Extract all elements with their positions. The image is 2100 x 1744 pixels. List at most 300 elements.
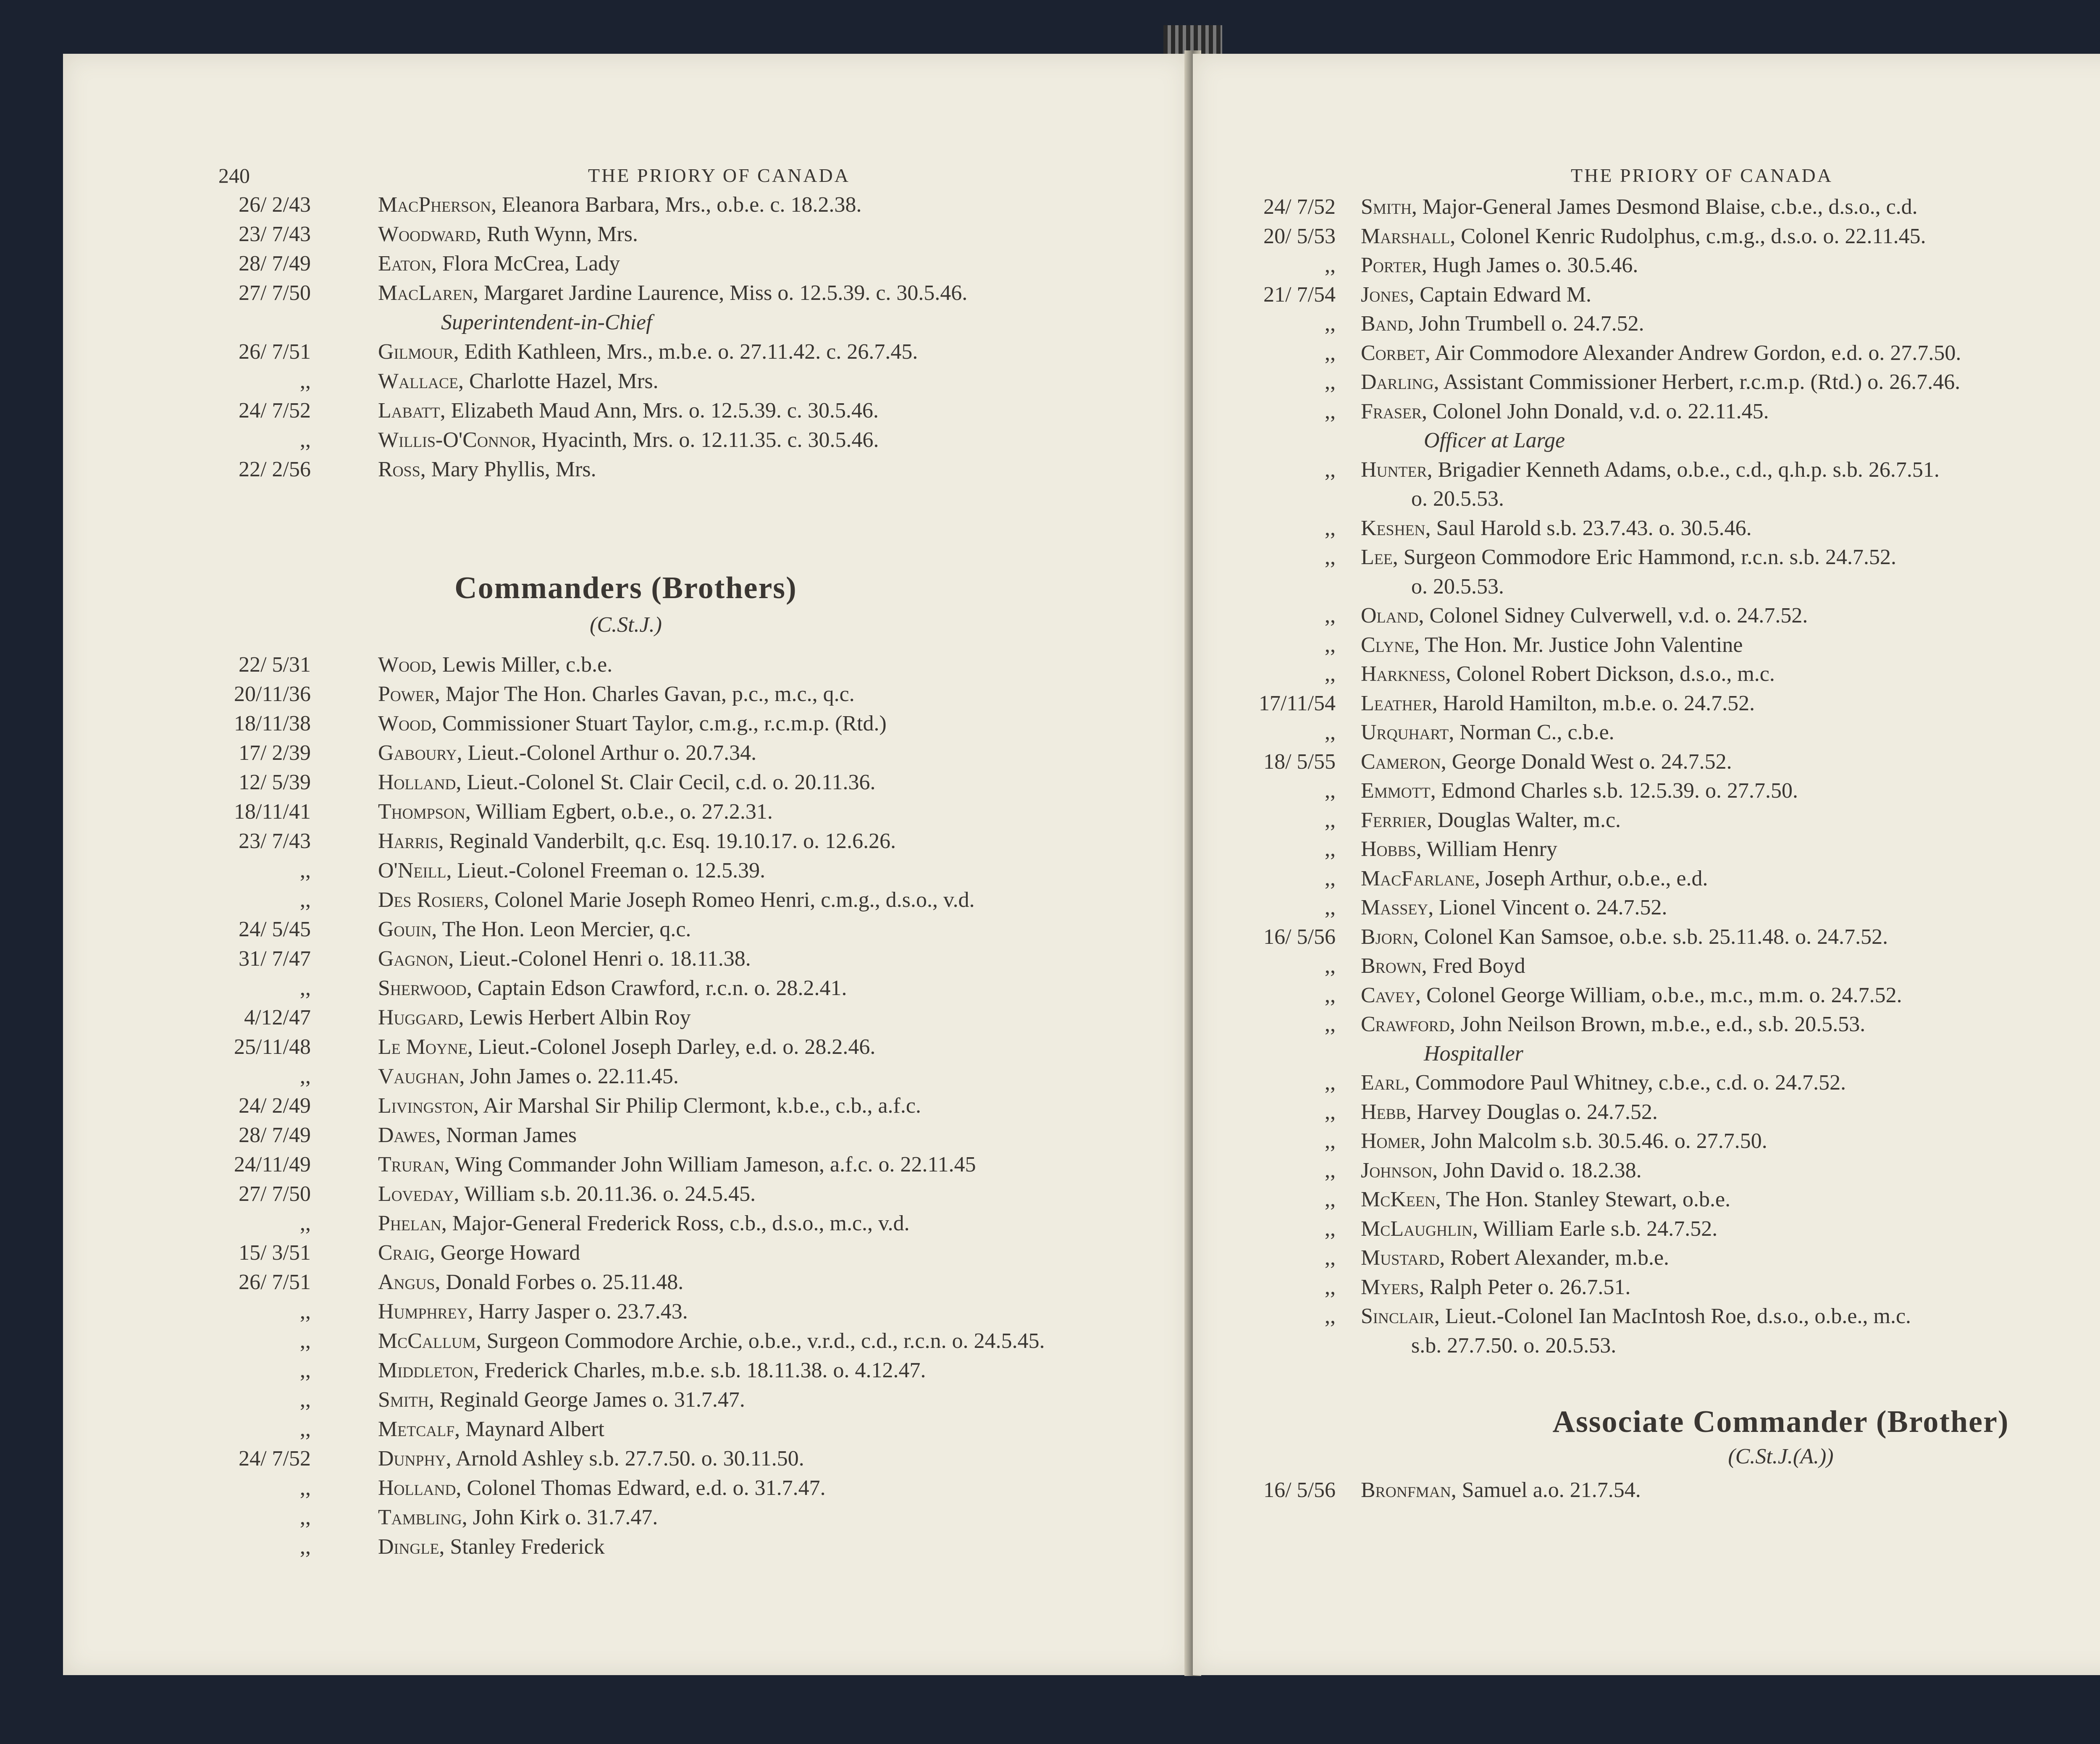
- entry: [378, 281, 967, 305]
- entry: [1361, 1129, 1767, 1153]
- entry: [1361, 194, 1918, 219]
- entry-date: 28/ 7/49: [239, 252, 311, 276]
- entry-date: 24/ 7/52: [239, 1447, 311, 1471]
- entry-details: , John David o. 18.2.38.: [1432, 1158, 1642, 1182]
- entry-surname: Smith: [1361, 195, 1412, 219]
- entry-details: , Major-General James Desmond Blaise, c.b.e., d.s.o., c.d.: [1411, 195, 1918, 219]
- entry-surname: Cavey: [1361, 983, 1416, 1007]
- entry-details: , Assistant Commissioner Herbert, r.c.m.p. (Rtd.) o. 26.7.46.: [1433, 370, 1961, 394]
- entry: [378, 457, 596, 482]
- entry-surname: Band: [1361, 312, 1408, 336]
- entry-surname: Des Rosiers: [378, 888, 484, 912]
- entry-date: 26/ 2/43: [239, 193, 311, 217]
- entry-details: , William Egbert, o.b.e., o. 27.2.31.: [465, 800, 773, 824]
- entry-date: ,,: [1325, 720, 1336, 744]
- entry-details: , Stanley Frederick: [439, 1535, 605, 1559]
- entry-details: , John Kirk o. 31.7.47.: [462, 1505, 658, 1529]
- entry: [1361, 1245, 1669, 1270]
- entry: [378, 1387, 745, 1412]
- entry-details: , Major-General Frederick Ross, c.b., d.s.o., m.c., v.d.: [441, 1211, 910, 1235]
- entry-surname: Corbet: [1361, 341, 1425, 365]
- entry: [378, 1505, 658, 1530]
- entry-date: ,,: [300, 369, 311, 393]
- entry-details: , The Hon. Leon Mercier, q.c.: [431, 917, 691, 941]
- entry: [1361, 1012, 1865, 1037]
- entry-date: ,,: [1325, 983, 1336, 1007]
- entry-surname: Power: [378, 682, 435, 706]
- entry-surname: Johnson: [1361, 1158, 1433, 1182]
- entry-date: ,,: [1325, 545, 1336, 569]
- entry: [1361, 399, 1769, 424]
- entry-details: , Flora McCrea, Lady: [431, 252, 620, 276]
- entry-details: , George Howard: [429, 1241, 580, 1265]
- entry: [1361, 953, 1525, 978]
- entry-date: 23/ 7/43: [239, 222, 311, 246]
- entry-date: ,,: [300, 1211, 311, 1235]
- entry-date: ,,: [1325, 604, 1336, 628]
- entry-details: , Lieut.-Colonel Henri o. 18.11.38.: [448, 947, 751, 971]
- page-number: 240: [218, 164, 250, 187]
- entry-details: , Commissioner Stuart Taylor, c.m.g., r.c.m.p. (Rtd.): [431, 712, 887, 735]
- entry-details: , Ruth Wynn, Mrs.: [476, 222, 638, 246]
- entry-date: 20/11/36: [234, 682, 311, 706]
- entry: [1361, 749, 1732, 774]
- entry-date: ,,: [1325, 1158, 1336, 1182]
- entry-date: 16/ 5/56: [1263, 925, 1336, 949]
- entry-date: ,,: [1325, 1071, 1336, 1095]
- entry-details: , Harvey Douglas o. 24.7.52.: [1406, 1100, 1658, 1124]
- entry-surname: Earl: [1361, 1071, 1404, 1095]
- entry-date: ,,: [300, 859, 311, 883]
- entry-surname: Eaton: [378, 252, 432, 276]
- entry: [1361, 1158, 1642, 1183]
- entry: [1361, 1187, 1730, 1212]
- entry-surname: Bjorn: [1361, 925, 1413, 949]
- entry-surname: Dawes: [378, 1123, 436, 1147]
- entry-date: 28/ 7/49: [239, 1123, 311, 1147]
- entry: [378, 1182, 756, 1206]
- entry-date: ,,: [300, 1535, 311, 1559]
- entry-date: ,,: [1325, 312, 1336, 336]
- entry-details: , Hyacinth, Mrs. o. 12.11.35. c. 30.5.46.: [530, 428, 879, 452]
- entry-surname: Ferrier: [1361, 808, 1427, 832]
- entry: [378, 976, 847, 1001]
- entry-office: Superintendent-in-Chief: [441, 310, 652, 334]
- entry-surname: Gouin: [378, 917, 432, 941]
- entry-surname: Bronfman: [1361, 1478, 1451, 1502]
- entry: [378, 1211, 910, 1236]
- entry-surname: Holland: [378, 770, 456, 794]
- entry-surname: Smith: [378, 1388, 429, 1412]
- entry-surname: MacFarlane: [1361, 866, 1475, 890]
- entry-details: , Air Commodore Alexander Andrew Gordon, e.d. o. 27.7.50.: [1425, 341, 1961, 365]
- entry-surname: Dunphy: [378, 1447, 446, 1471]
- entry-date: ,,: [1325, 1129, 1336, 1153]
- entry: [1361, 224, 1926, 249]
- entry-details: , Reginald George James o. 31.7.47.: [428, 1388, 745, 1412]
- entry-details: , Norman C., c.b.e.: [1449, 720, 1614, 744]
- entry-date: 15/ 3/51: [239, 1241, 311, 1265]
- entry-date: ,,: [300, 1064, 311, 1088]
- entry-surname: Sherwood: [378, 976, 467, 1000]
- entry: [378, 888, 975, 912]
- entry-details: , Lewis Herbert Albin Roy: [458, 1006, 691, 1030]
- entry-office: Officer at Large: [1424, 428, 1565, 452]
- entry-date: 22/ 5/31: [239, 653, 311, 677]
- entry-details: , Wing Commander John William Jameson, a.f.c. o. 22.11.45: [444, 1153, 976, 1177]
- entry-surname: Loveday: [378, 1182, 454, 1206]
- entry: [378, 222, 638, 247]
- entry-details: , Colonel Robert Dickson, d.s.o., m.c.: [1445, 662, 1775, 686]
- entry-surname: Hebb: [1361, 1100, 1406, 1124]
- entry-surname: Labatt: [378, 399, 440, 423]
- entry-surname: Dingle: [378, 1535, 439, 1559]
- entry-surname: Le Moyne: [378, 1035, 467, 1059]
- entry-surname: Ross: [378, 457, 420, 481]
- entry-surname: Urquhart: [1361, 720, 1449, 744]
- entry-details: , John James o. 22.11.45.: [459, 1064, 679, 1088]
- entry-date: ,,: [1325, 1012, 1336, 1036]
- entry-date: 17/ 2/39: [239, 741, 311, 765]
- entry-details: , Lieut.-Colonel Ian MacIntosh Roe, d.s.o., o.b.e., m.c.: [1434, 1304, 1911, 1328]
- entry-date: 24/ 7/52: [239, 399, 311, 423]
- entry-date: ,,: [1325, 633, 1336, 657]
- entry: [378, 1240, 580, 1265]
- entry-surname: Huggard: [378, 1006, 459, 1030]
- entry-continuation: o. 20.5.53.: [1411, 574, 1504, 599]
- entry: [1361, 895, 1667, 920]
- entry-details: , Margaret Jardine Laurence, Miss o. 12.5.39. c. 30.5.46.: [473, 281, 968, 305]
- entry-details: , Edith Kathleen, Mrs., m.b.e. o. 27.11.42. c. 26.7.45.: [453, 340, 918, 364]
- entry-date: ,,: [300, 1476, 311, 1500]
- entry-details: , Saul Harold s.b. 23.7.43. o. 30.5.46.: [1425, 516, 1752, 540]
- entry-date: ,,: [1325, 1100, 1336, 1124]
- entry-surname: O'Neill: [378, 859, 446, 883]
- entry-date: 18/11/41: [234, 800, 311, 824]
- entry: [1361, 516, 1752, 541]
- entry-details: , John Trumbell o. 24.7.52.: [1408, 312, 1644, 336]
- entry-date: 25/11/48: [234, 1035, 311, 1059]
- entry-surname: Wallace: [378, 369, 459, 393]
- entry-details: , Colonel John Donald, v.d. o. 22.11.45.: [1421, 399, 1769, 423]
- entry-surname: Darling: [1361, 370, 1434, 394]
- entry-surname: Jones: [1361, 282, 1409, 307]
- entry-surname: Leather: [1361, 691, 1432, 715]
- entry-date: ,,: [300, 428, 311, 452]
- entry-details: , Colonel Kenric Rudolphus, c.m.g., d.s.o. o. 22.11.45.: [1450, 224, 1926, 248]
- entry-surname: Massey: [1361, 896, 1428, 919]
- entry-details: , William Henry: [1416, 837, 1557, 861]
- entry: [378, 192, 861, 217]
- entry-date: ,,: [1325, 1187, 1336, 1211]
- entry: [378, 917, 691, 942]
- entry-details: , Colonel George William, o.b.e., m.c., m.m. o. 24.7.52.: [1415, 983, 1902, 1007]
- entry: [378, 1152, 976, 1177]
- entry: [1361, 1070, 1846, 1095]
- entry-details: , Edmond Charles s.b. 12.5.39. o. 27.7.50.: [1430, 779, 1798, 803]
- entry-details: , Eleanora Barbara, Mrs., o.b.e. c. 18.2.38.: [491, 193, 862, 217]
- entry-date: ,,: [1325, 662, 1336, 686]
- entry-surname: Homer: [1361, 1129, 1420, 1153]
- entry-details: , Lieut.-Colonel Arthur o. 20.7.34.: [457, 741, 757, 765]
- entry-surname: Hobbs: [1361, 837, 1416, 861]
- entry-date: ,,: [1325, 370, 1336, 394]
- entry-surname: Lee: [1361, 545, 1393, 569]
- entry: [378, 1476, 826, 1500]
- entry-date: ,,: [1325, 1304, 1336, 1328]
- entry: [1361, 545, 1896, 570]
- entry-date: ,,: [1325, 896, 1336, 919]
- entry-date: 24/ 7/52: [1263, 195, 1336, 219]
- entry-date: ,,: [1325, 399, 1336, 423]
- entry: [1361, 282, 1591, 307]
- entry-surname: Brown: [1361, 954, 1422, 978]
- left-page: [63, 54, 1189, 1675]
- entry-details: , Harold Hamilton, m.b.e. o. 24.7.52.: [1432, 691, 1755, 715]
- entry-surname: Humphrey: [378, 1300, 468, 1324]
- entry-date: 31/ 7/47: [239, 947, 311, 971]
- entry-surname: Harris: [378, 829, 438, 853]
- entry-details: , Harry Jasper o. 23.7.43.: [467, 1300, 688, 1324]
- entry-details: , Colonel Kan Samsoe, o.b.e. s.b. 25.11.48. o. 24.7.52.: [1413, 925, 1888, 949]
- entry-details: , John Neilson Brown, m.b.e., e.d., s.b. 20.5.53.: [1449, 1012, 1866, 1036]
- entry-surname: Cameron: [1361, 749, 1441, 774]
- entry-surname: MacLaren: [378, 281, 473, 305]
- entry-date: 18/ 5/55: [1263, 749, 1336, 774]
- entry-surname: McKeen: [1361, 1187, 1436, 1211]
- entry-surname: Wood: [378, 653, 432, 677]
- entry-date: ,,: [1325, 457, 1336, 482]
- entry: [378, 741, 756, 765]
- entry-date: 24/ 2/49: [239, 1094, 311, 1118]
- entry-date: ,,: [1325, 808, 1336, 832]
- entry-details: , George Donald West o. 24.7.52.: [1441, 749, 1732, 774]
- entry-details: , Surgeon Commodore Archie, o.b.e., v.r.d., c.d., r.c.n. o. 24.5.45.: [475, 1329, 1045, 1353]
- entry: [1361, 1275, 1630, 1300]
- entry-surname: Gaboury: [378, 741, 457, 765]
- entry-surname: Marshall: [1361, 224, 1450, 248]
- entry-surname: Fraser: [1361, 399, 1422, 423]
- running-head: THE PRIORY OF CANADA: [1571, 165, 1833, 186]
- entry-date: ,,: [300, 976, 311, 1000]
- entry-details: , Major The Hon. Charles Gavan, p.c., m.c., q.c.: [434, 682, 855, 706]
- entry: [378, 1064, 679, 1089]
- section-title: Commanders (Brothers): [454, 571, 797, 605]
- entry-date: 16/ 5/56: [1263, 1478, 1336, 1502]
- entry-date: ,,: [300, 1505, 311, 1529]
- entry-surname: McLaughlin: [1361, 1216, 1473, 1241]
- entry: [378, 251, 620, 276]
- entry-details: , Colonel Thomas Edward, e.d. o. 31.7.47.: [456, 1476, 826, 1500]
- entry-date: ,,: [1325, 837, 1336, 861]
- entry-date: ,,: [1325, 779, 1336, 803]
- entry-surname: Truran: [378, 1153, 444, 1177]
- entry: [378, 682, 855, 707]
- entry: [378, 1299, 688, 1324]
- entry-surname: Sinclair: [1361, 1304, 1434, 1328]
- entry: [1361, 808, 1621, 833]
- entry-surname: Oland: [1361, 604, 1419, 628]
- section-abbr: (C.St.J.(A.)): [1728, 1445, 1834, 1468]
- entry: [1361, 691, 1755, 716]
- entry-details: , Joseph Arthur, o.b.e., e.d.: [1475, 866, 1708, 890]
- entry: [1361, 1100, 1658, 1124]
- entry-surname: Keshen: [1361, 516, 1425, 540]
- entry: [1361, 1216, 1717, 1241]
- entry-date: 21/ 7/54: [1263, 282, 1336, 307]
- entry-surname: Wood: [378, 712, 432, 735]
- entry: [378, 1358, 926, 1383]
- entry-office: Hospitaller: [1424, 1041, 1523, 1066]
- entry-date: ,,: [1325, 1246, 1336, 1270]
- entry-date: 24/ 5/45: [239, 917, 311, 941]
- entry: [378, 1035, 875, 1059]
- entry-details: , Colonel Sidney Culverwell, v.d. o. 24.7.52.: [1418, 604, 1808, 628]
- entry-date: 4/12/47: [244, 1006, 311, 1030]
- entry: [378, 829, 896, 854]
- entry: [1361, 341, 1961, 365]
- entry: [378, 770, 875, 795]
- entry-surname: Craig: [378, 1241, 430, 1265]
- entry-details: , Norman James: [435, 1123, 577, 1147]
- entry: [1361, 253, 1638, 278]
- entry-details: , Colonel Marie Joseph Romeo Henri, c.m.g., d.s.o., v.d.: [483, 888, 975, 912]
- entry-date: 18/11/38: [234, 712, 311, 735]
- entry-details: , Ralph Peter o. 26.7.51.: [1419, 1275, 1631, 1299]
- entry-details: , Robert Alexander, m.b.e.: [1439, 1246, 1670, 1270]
- entry-date: 20/ 5/53: [1263, 224, 1336, 248]
- entry-date: ,,: [1325, 253, 1336, 277]
- entry-date: 24/11/49: [234, 1153, 311, 1177]
- running-head: THE PRIORY OF CANADA: [588, 165, 850, 186]
- entry-surname: McCallum: [378, 1329, 476, 1353]
- entry-details: , Elizabeth Maud Ann, Mrs. o. 12.5.39. c. 30.5.46.: [440, 399, 879, 423]
- entry-surname: MacPherson: [378, 193, 491, 217]
- entry: [1361, 370, 1960, 394]
- entry: [378, 858, 765, 883]
- entry: [1361, 720, 1614, 745]
- entry: [1361, 866, 1708, 891]
- entry: [378, 652, 612, 677]
- entry-details: , Samuel a.o. 21.7.54.: [1451, 1478, 1641, 1502]
- entry-surname: Gagnon: [378, 947, 449, 971]
- entry: [378, 1123, 577, 1148]
- entry: [1361, 311, 1644, 336]
- entry: [1361, 457, 1940, 482]
- entry-date: 17/11/54: [1259, 691, 1336, 715]
- entry: [378, 1005, 691, 1030]
- entry: [378, 946, 751, 971]
- entry-surname: Phelan: [378, 1211, 441, 1235]
- entry: [1361, 1478, 1641, 1502]
- entry-details: , Lieut.-Colonel Joseph Darley, e.d. o. 28.2.46.: [467, 1035, 876, 1059]
- entry: [1361, 778, 1798, 803]
- entry-date: ,,: [300, 1329, 311, 1353]
- entry-date: ,,: [1325, 954, 1336, 978]
- entry-details: , Maynard Albert: [454, 1417, 604, 1441]
- entry-date: ,,: [1325, 516, 1336, 540]
- entry-surname: Woodward: [378, 222, 476, 246]
- entry-details: , William Earle s.b. 24.7.52.: [1472, 1216, 1718, 1241]
- entry: [378, 369, 659, 394]
- entry-details: , Donald Forbes o. 25.11.48.: [435, 1270, 684, 1294]
- entry-date: 22/ 2/56: [239, 457, 311, 481]
- section-title: Associate Commander (Brother): [1552, 1405, 2009, 1439]
- entry-details: , Arnold Ashley s.b. 27.7.50. o. 30.11.50.: [446, 1447, 804, 1471]
- entry-surname: Livingston: [378, 1094, 474, 1118]
- entry-date: 12/ 5/39: [239, 770, 311, 794]
- entry-continuation: s.b. 27.7.50. o. 20.5.53.: [1411, 1333, 1617, 1358]
- entry-details: , Lieut.-Colonel Freeman o. 12.5.39.: [446, 859, 766, 883]
- entry-date: ,,: [300, 1388, 311, 1412]
- entry: [378, 339, 918, 364]
- entry: [1361, 662, 1775, 686]
- entry-details: , Frederick Charles, m.b.e. s.b. 18.11.38. o. 4.12.47.: [473, 1358, 926, 1382]
- entry-surname: Willis-O'Connor: [378, 428, 531, 452]
- entry-details: , Lewis Miller, c.b.e.: [431, 653, 613, 677]
- entry-surname: Metcalf: [378, 1417, 455, 1441]
- entry: [1361, 603, 1808, 628]
- entry-date: ,,: [1325, 341, 1336, 365]
- entry: [378, 1446, 804, 1471]
- entry-date: 26/ 7/51: [239, 340, 311, 364]
- entry: [378, 1417, 604, 1442]
- entry-details: , The Hon. Stanley Stewart, o.b.e.: [1435, 1187, 1731, 1211]
- entry-date: 23/ 7/43: [239, 829, 311, 853]
- entry: [1361, 983, 1902, 1008]
- entry-details: , Captain Edson Crawford, r.c.n. o. 28.2.41.: [466, 976, 847, 1000]
- entry-surname: Hunter: [1361, 457, 1427, 482]
- entry: [1361, 633, 1743, 657]
- right-page: [1193, 54, 2100, 1675]
- entry-surname: Clyne: [1361, 633, 1415, 657]
- entry-surname: Mustard: [1361, 1246, 1440, 1270]
- entry-details: , John Malcolm s.b. 30.5.46. o. 27.7.50.: [1420, 1129, 1767, 1153]
- entry-details: , Lionel Vincent o. 24.7.52.: [1428, 896, 1667, 919]
- entry-details: , Charlotte Hazel, Mrs.: [458, 369, 659, 393]
- entry-surname: Thompson: [378, 800, 465, 824]
- entry: [378, 1093, 921, 1118]
- entry-date: ,,: [1325, 866, 1336, 890]
- entry-date: ,,: [1325, 1216, 1336, 1241]
- entry: [1361, 925, 1888, 949]
- entry-details: , Fred Boyd: [1421, 954, 1525, 978]
- entry-surname: Middleton: [378, 1358, 474, 1382]
- entry-details: , Hugh James o. 30.5.46.: [1421, 253, 1638, 277]
- entry-date: ,,: [300, 888, 311, 912]
- section-abbr: (C.St.J.): [590, 613, 662, 637]
- entry-details: , Brigadier Kenneth Adams, o.b.e., c.d., q.h.p. s.b. 26.7.51.: [1427, 457, 1940, 482]
- entry-surname: Tambling: [378, 1505, 462, 1529]
- entry-surname: Myers: [1361, 1275, 1419, 1299]
- entry: [378, 1329, 1045, 1353]
- entry-surname: Holland: [378, 1476, 456, 1500]
- entry-details: , Douglas Walter, m.c.: [1426, 808, 1621, 832]
- entry: [378, 428, 879, 452]
- entry: [378, 1534, 605, 1559]
- entry-details: , Captain Edward M.: [1409, 282, 1591, 307]
- entry-surname: Harkness: [1361, 662, 1446, 686]
- entry: [378, 711, 887, 736]
- entry-details: , Commodore Paul Whitney, c.b.e., c.d. o. 24.7.52.: [1404, 1071, 1846, 1095]
- entry-date: ,,: [300, 1358, 311, 1382]
- entry-date: ,,: [300, 1417, 311, 1441]
- entry-surname: Emmott: [1361, 779, 1431, 803]
- entry: [378, 1270, 683, 1295]
- entry: [1361, 1304, 1911, 1329]
- entry-surname: Gilmour: [378, 340, 454, 364]
- entry-date: 27/ 7/50: [239, 1182, 311, 1206]
